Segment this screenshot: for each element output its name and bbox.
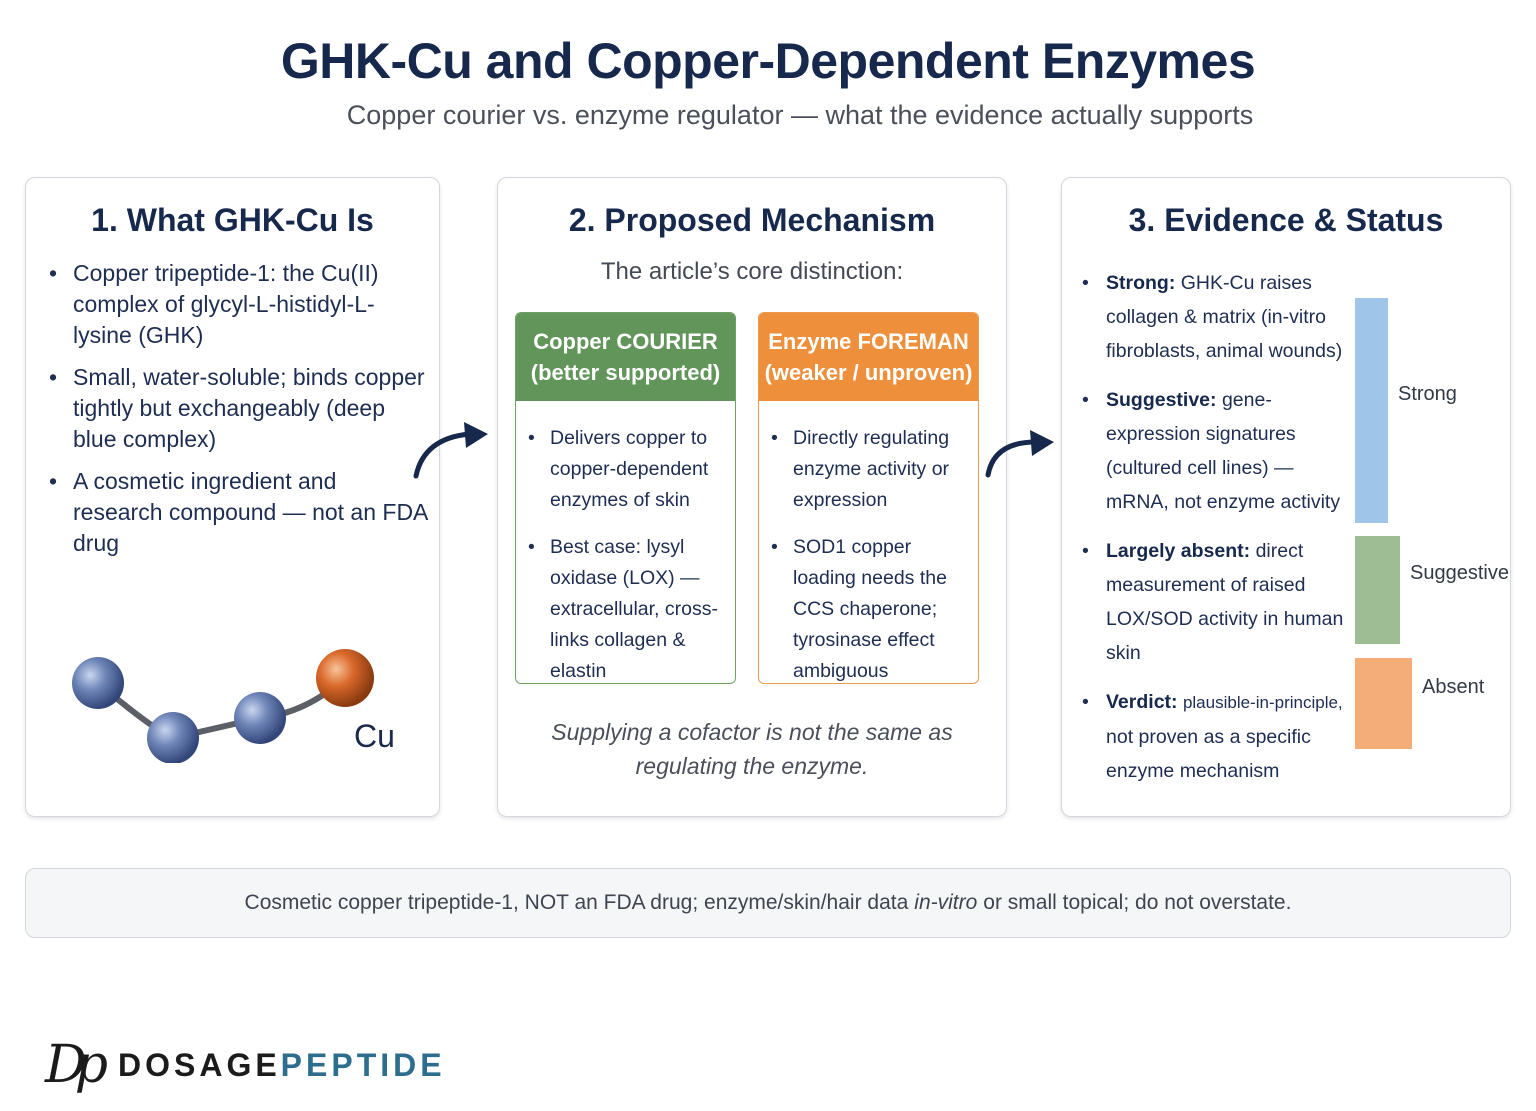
atom-lysine bbox=[234, 692, 286, 744]
atom-copper bbox=[316, 649, 374, 707]
courier-list bbox=[528, 423, 728, 684]
evidence-text: direct measurement of raised LOX/SOD activity in human skin bbox=[1106, 540, 1344, 664]
ghk-facts-list bbox=[49, 258, 429, 570]
list-item: • Delivers copper to copper-dependent enzymes of skin bbox=[528, 423, 728, 516]
foreman-subtitle: (weaker / unproven) bbox=[764, 360, 973, 385]
panel-proposed-mechanism bbox=[497, 177, 1007, 817]
courier-title: Copper COURIER bbox=[533, 329, 718, 354]
copper-label: Cu bbox=[354, 718, 395, 754]
note-line: Supplying a cofactor is not the same as bbox=[551, 719, 953, 745]
list-item: • Directly regulating enzyme activity or expression bbox=[771, 423, 971, 516]
list-item: • SOD1 copper loading needs the CCS chaperone; tyrosinase effect ambiguous bbox=[771, 532, 971, 684]
evidence-label: Verdict: bbox=[1106, 691, 1178, 713]
evidence-label: Suggestive: bbox=[1106, 389, 1217, 411]
disclaimer-text: Cosmetic copper tripeptide-1, NOT an FDA drug; enzyme/skin/hair data bbox=[244, 891, 909, 914]
courier-header bbox=[516, 313, 735, 401]
page-title: GHK-Cu and Copper-Dependent Enzymes bbox=[280, 33, 1256, 89]
list-item: • Small, water-soluble; binds copper tightly but exchangeably (deep blue complex) bbox=[49, 362, 429, 455]
atom-glycine bbox=[72, 657, 124, 709]
disclaimer-bar bbox=[25, 868, 1511, 938]
evidence-label: Largely absent: bbox=[1106, 540, 1251, 562]
brand-logo bbox=[45, 1035, 446, 1095]
evidence-bar-label: Absent bbox=[1422, 675, 1485, 698]
disclaimer-italic: in-vitro bbox=[914, 891, 978, 914]
enzyme-foreman-box bbox=[758, 312, 979, 684]
arrow-right-icon bbox=[982, 420, 1062, 480]
panel-title: 1. What GHK-Cu Is bbox=[91, 202, 374, 238]
foreman-header bbox=[759, 313, 978, 401]
evidence-bar-absent bbox=[1355, 658, 1412, 749]
cofactor-note bbox=[498, 715, 1006, 783]
evidence-bar-label: Suggestive bbox=[1410, 562, 1509, 584]
list-item bbox=[1082, 266, 1357, 368]
list-item: • Copper tripeptide-1: the Cu(II) complex of glycyl-L-histidyl-L-lysine (GHK) bbox=[49, 258, 429, 351]
brand-word-b: PEPTIDE bbox=[280, 1046, 446, 1083]
evidence-text: gene-expression signatures (cultured cell lines) — mRNA, not enzyme activity bbox=[1106, 389, 1341, 513]
copper-courier-box bbox=[515, 312, 736, 684]
evidence-bar-suggestive bbox=[1355, 536, 1400, 644]
page-subtitle: Copper courier vs. enzyme regulator — what the evidence actually supports bbox=[346, 100, 1254, 130]
foreman-list bbox=[771, 423, 971, 684]
evidence-text: GHK-Cu raises collagen & matrix (in-vitro fibroblasts, animal wounds) bbox=[1106, 272, 1343, 362]
evidence-text: not proven as a specific enzyme mechanism bbox=[1106, 726, 1311, 782]
evidence-label: Strong: bbox=[1106, 272, 1176, 294]
atom-histidine bbox=[147, 712, 199, 763]
brand-mark: Dp bbox=[45, 1035, 96, 1095]
list-item bbox=[1082, 383, 1357, 519]
disclaimer-text: or small topical; do not overstate. bbox=[983, 891, 1292, 914]
list-item bbox=[1082, 685, 1357, 788]
foreman-title: Enzyme FOREMAN bbox=[768, 329, 969, 354]
panel-evidence-status bbox=[1061, 177, 1511, 817]
panel-title: 2. Proposed Mechanism bbox=[568, 202, 936, 238]
core-distinction: The article’s core distinction: bbox=[600, 258, 904, 285]
list-item: • A cosmetic ingredient and research compound — not an FDA drug bbox=[49, 466, 429, 559]
evidence-bar-strong bbox=[1355, 298, 1388, 523]
list-item: • Best case: lysyl oxidase (LOX) — extracellular, cross-links collagen & elastin bbox=[528, 532, 728, 684]
note-line: regulating the enzyme. bbox=[635, 753, 869, 779]
panel-title: 3. Evidence & Status bbox=[1128, 202, 1444, 238]
evidence-list bbox=[1082, 266, 1357, 803]
evidence-text: plausible-in-principle, bbox=[1182, 693, 1343, 712]
panel-what-ghk-cu-is bbox=[25, 177, 440, 817]
evidence-bar-label: Strong bbox=[1398, 382, 1457, 405]
brand-word-a: DOSAGE bbox=[117, 1046, 281, 1083]
molecule-illustration bbox=[66, 623, 396, 763]
courier-subtitle: (better supported) bbox=[530, 360, 721, 385]
brand-wordmark bbox=[118, 1047, 446, 1084]
arrow-right-icon bbox=[410, 418, 495, 483]
list-item bbox=[1082, 534, 1357, 670]
